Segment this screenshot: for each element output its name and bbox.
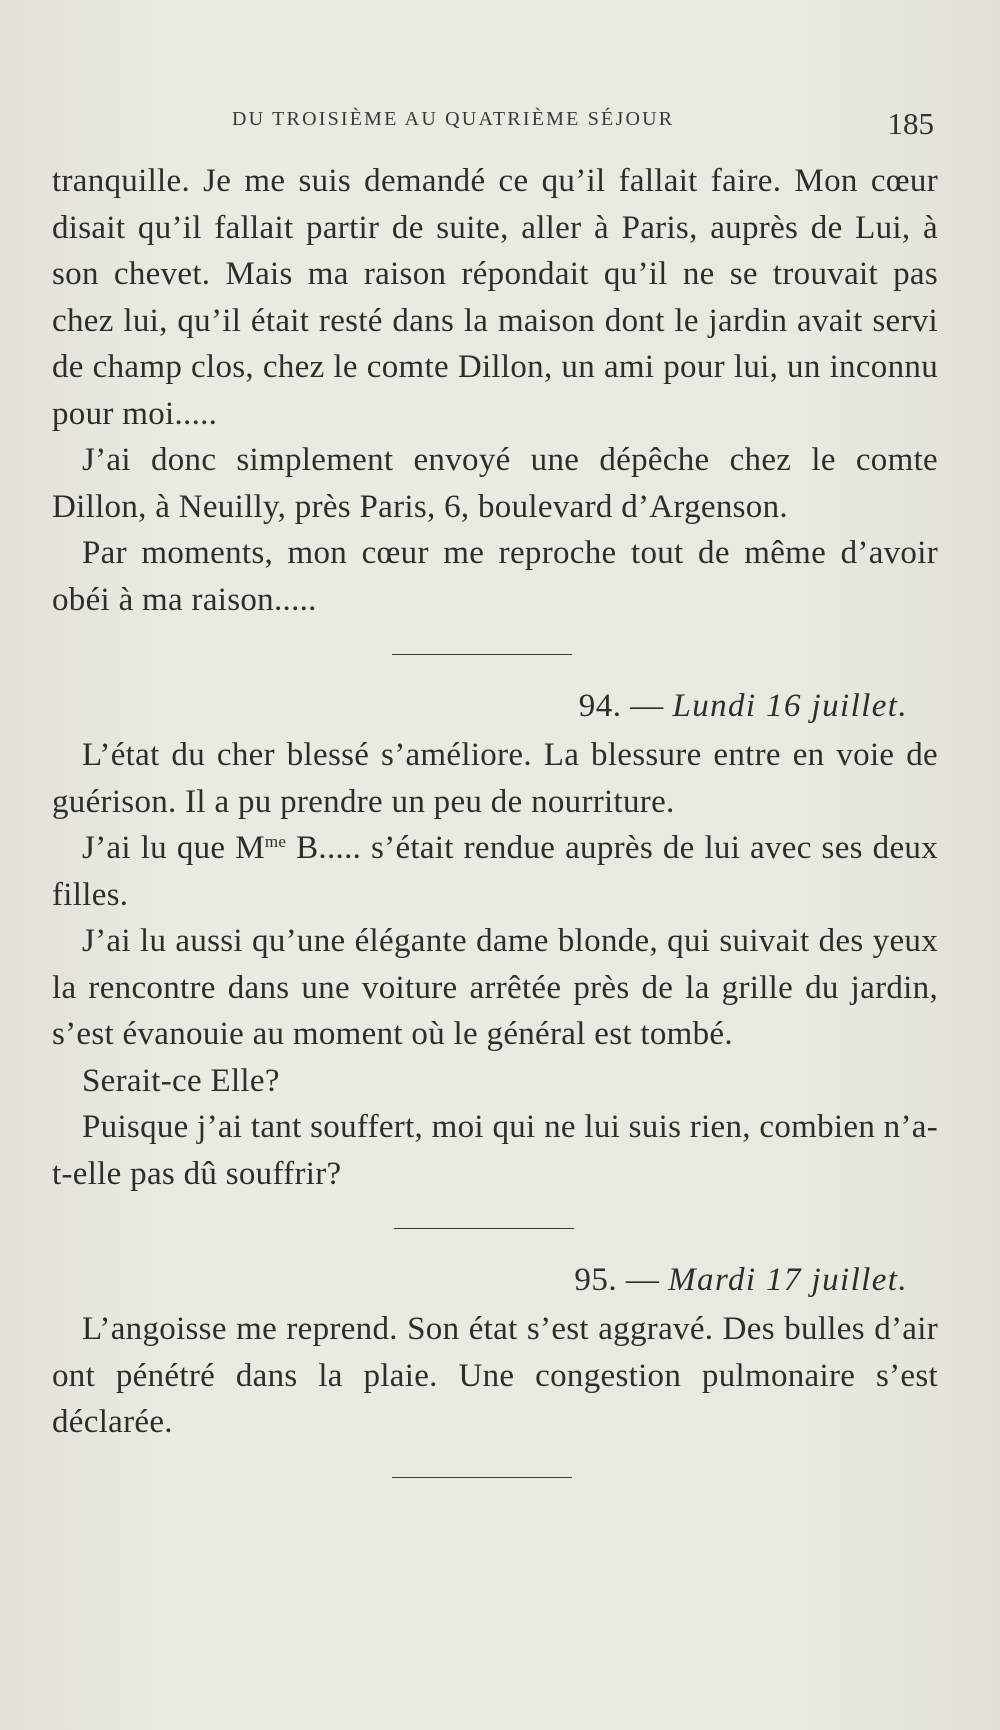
text-fragment: J’ai lu que M xyxy=(82,830,265,866)
entry-date: Lundi 16 juillet. xyxy=(672,688,908,724)
entry-heading-94 xyxy=(52,680,938,732)
page-number: 185 xyxy=(887,106,934,141)
paragraph-suffering: Puisque j’ai tant souffert, moi qui ne lui suis rien, combien n’a-t-elle pas dû souffrir? xyxy=(52,1109,938,1192)
paragraph-heart-reproach: Par moments, mon cœur me reproche tout de même d’avoir obéi à ma raison..... xyxy=(52,535,938,618)
paragraph-blonde-lady: J’ai lu aussi qu’une élégante dame blonde, qui suivait des yeux la rencontre dans une voiture arrêtée près de la grille du jardin, s’est évanouie au moment où le général est tombé. xyxy=(52,923,938,1052)
entry-date: Mardi 17 juillet. xyxy=(668,1262,908,1298)
paragraph-madame-b xyxy=(52,825,938,918)
section-divider xyxy=(392,654,572,655)
paragraph-condition-improves: L’état du cher blessé s’améliore. La blessure entre en voie de guérison. Il a pu prendre un peu de nourriture. xyxy=(52,737,938,820)
paragraph-continuation: tranquille. Je me suis demandé ce qu’il fallait faire. Mon cœur disait qu’il fallait partir de suite, aller à Paris, auprès de Lui, à son chevet. Mais ma raison répondait qu’il ne se trouvait pas chez lui, qu’il était resté dans la maison dont le jardin avait servi de champ clos, chez le comte Dillon, un ami pour lui, un inconnu pour moi..... xyxy=(52,163,938,432)
section-divider xyxy=(392,1477,572,1478)
running-title: DU TROISIÈME AU QUATRIÈME SÉJOUR xyxy=(232,108,675,130)
paragraph-question: Serait-ce Elle? xyxy=(82,1062,280,1099)
entry-number: 94. — xyxy=(578,688,664,724)
entry-heading-95 xyxy=(52,1254,938,1306)
paragraph-anguish: L’angoisse me reprend. Son état s’est aggravé. Des bulles d’air ont pénétré dans la plaie. Une congestion pulmonaire s’est déclarée. xyxy=(52,1311,938,1440)
text-fragment: B..... s’était rendue auprès de lui avec ses deux filles. xyxy=(52,830,938,913)
superscript-abbreviation: me xyxy=(264,832,287,851)
paragraph-telegram: J’ai donc simplement envoyé une dépêche chez le comte Dillon, à Neuilly, près Paris, 6, boulevard d’Argenson. xyxy=(52,442,938,525)
entry-number: 95. — xyxy=(574,1262,660,1298)
section-divider xyxy=(394,1228,574,1229)
page-body xyxy=(52,158,938,1478)
